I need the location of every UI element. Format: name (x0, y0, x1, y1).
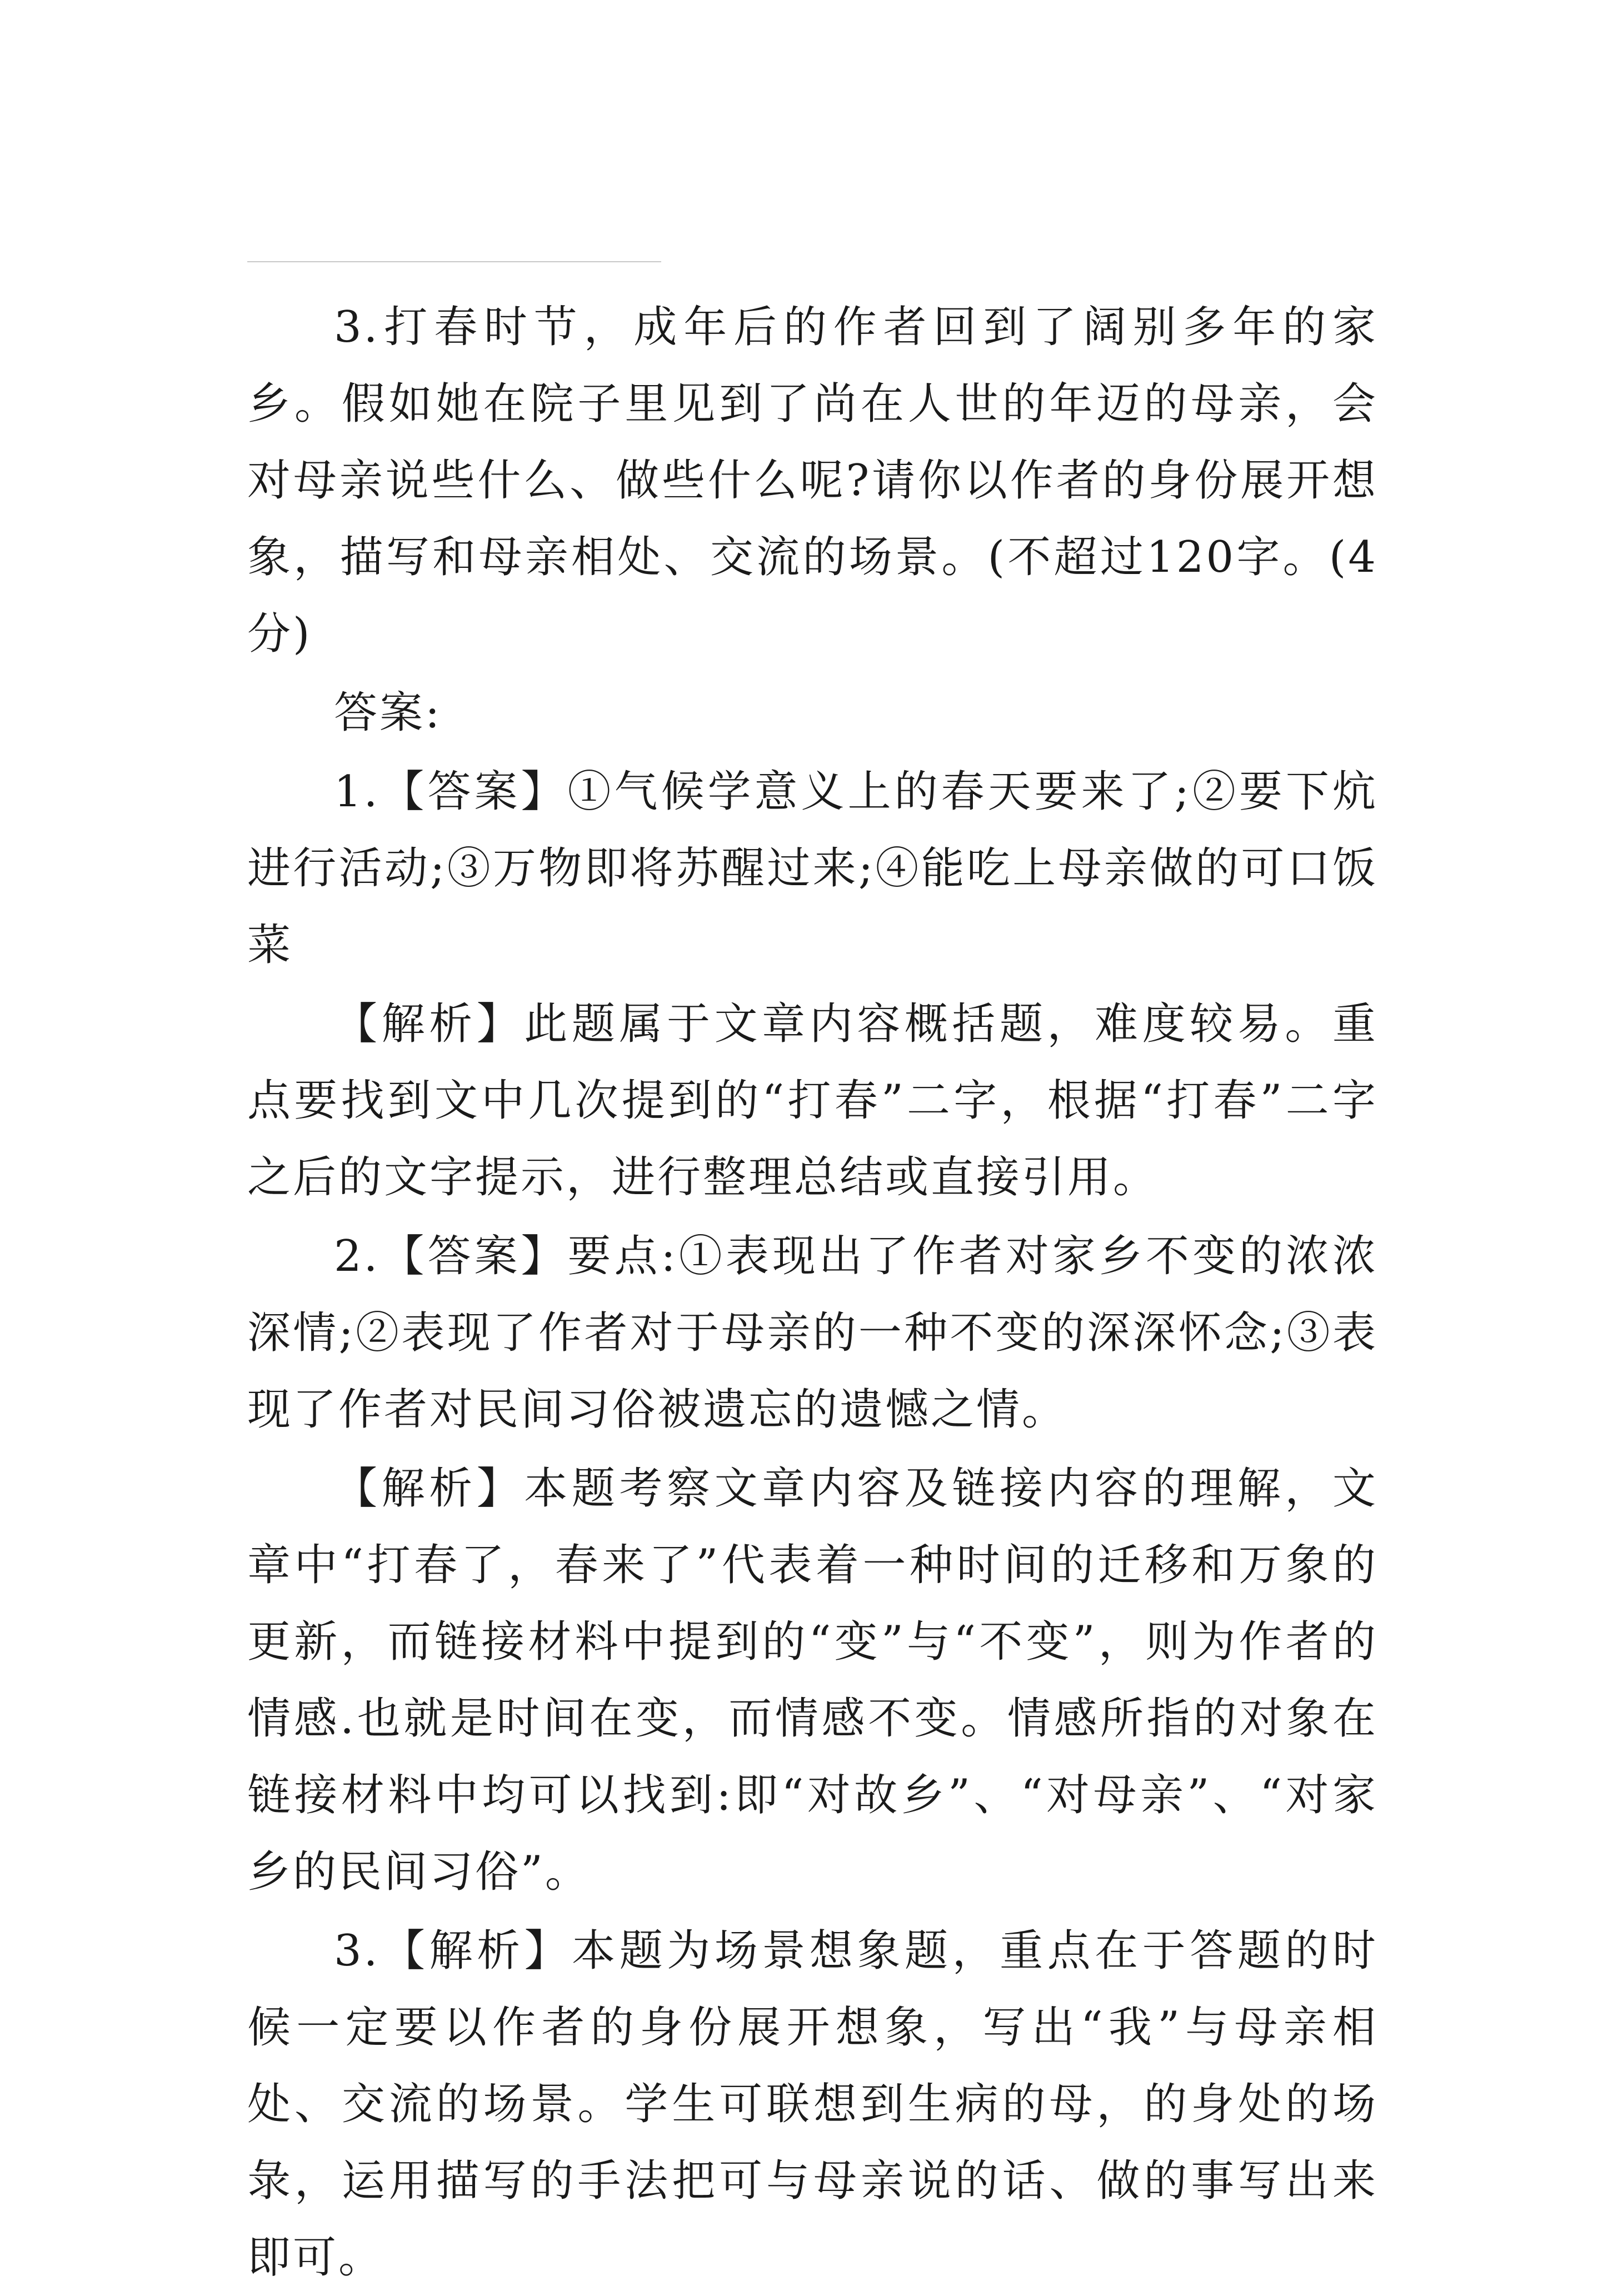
document-body (247, 289, 1378, 2296)
analysis-3-paragraph: 3.【解析】本题为场景想象题，重点在于答题的时候一定要以作者的身份展开想象，写出“我”与母亲相处、交流的场景。学生可联想到生病的母，的身处的场彔，运用描写的手法把可与母亲说的话、做的事写出来即可。 (247, 1926, 1378, 2283)
answer-1-paragraph: 1.【答案】①气候学意义上的春天要来了;②要下炕进行活动;③万物即将苏醒过来;④能吃上母亲做的可口饭菜 (247, 767, 1378, 970)
question-3-paragraph: 3.打春时节，成年后的作者回到了阔别多年的家乡。假如她在院子里见到了尚在人世的年迈的母亲，会对母亲说些什么、做些什么呢?请你以作者的身份展开想象，描写和母亲相处、交流的场景。(不超过120字。(4分) (247, 302, 1378, 659)
analysis-2-paragraph: 【解析】本题考察文章内容及链接内容的理解，文章中“打春了，春来了”代表着一种时间的迁移和万象的更新，而链接材料中提到的“变”与“不变”，则为作者的情感.也就是时间在变，而情感不变。情感所指的对象在链接材料中均可以找到:即“对故乡”、“对母亲”、“对家乡的民间习俗”。 (247, 1464, 1378, 1897)
answers-heading: 答案: (334, 688, 442, 738)
analysis-1-paragraph: 【解析】此题属于文章内容概括题，难度较易。重点要找到文中几次提到的“打春”二字，根据“打春”二字之后的文字提示，进行整理总结或直接引用。 (247, 999, 1378, 1202)
answer-2-paragraph: 2.【答案】要点:①表现出了作者对家乡不变的浓浓深情;②表现了作者对于母亲的一种不变的深深怀念;③表现了作者对民间习俗被遗忘的遗憾之情。 (247, 1231, 1378, 1435)
header-divider (247, 261, 661, 262)
